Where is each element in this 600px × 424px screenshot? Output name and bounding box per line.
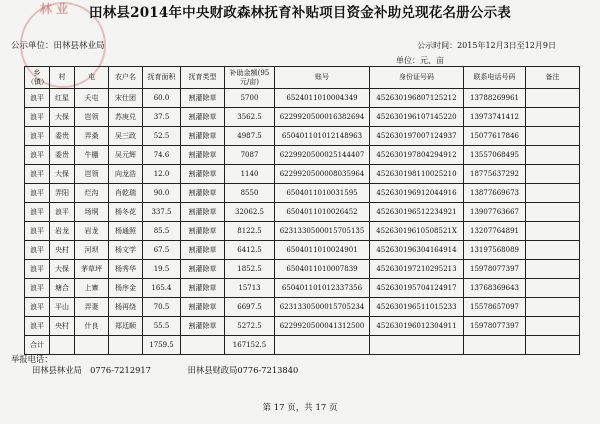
table-row — [25, 146, 580, 165]
cell-amount: 8122.5 — [225, 222, 275, 241]
page-title: 田林县2014年中央财政森林抚育补贴项目资金补助兑现花名册公示表 — [89, 5, 511, 21]
cell-farmer: 杨文学 — [109, 241, 143, 260]
cell-town: 浪平 — [25, 298, 50, 317]
cell-account: 650401101012337356 — [275, 279, 370, 298]
cell-id-number: 452630196807125212 — [370, 89, 464, 108]
cell-farmer: 苏庚兑 — [109, 108, 143, 127]
table-row — [25, 298, 580, 317]
cell-hamlet: 岜领 — [75, 165, 109, 184]
cell-id-number: 452630197210295213 — [370, 260, 464, 279]
cell-area: 90.0 — [143, 184, 181, 203]
cell-village: 大保 — [50, 165, 75, 184]
table-row — [25, 184, 580, 203]
cell-id-number: 452630196107145220 — [370, 108, 464, 127]
cell-remark — [526, 317, 580, 336]
table-row — [25, 203, 580, 222]
cell-amount: 5700 — [225, 89, 275, 108]
cell-farmer: 郑廷顺 — [109, 317, 143, 336]
table-row — [25, 222, 580, 241]
col-header-id: 身份证号码 — [370, 67, 464, 89]
cell-id-number: 452630196511015233 — [370, 298, 464, 317]
cell-village: 塘合 — [50, 279, 75, 298]
cell-id-number: 45263019610508521X — [370, 222, 464, 241]
cell-amount: 1852.5 — [225, 260, 275, 279]
cell-type: 割灌除草 — [181, 89, 225, 108]
cell-phone: 13788269961 — [464, 89, 526, 108]
cell-type: 割灌除草 — [181, 260, 225, 279]
subsidy-table — [24, 66, 580, 355]
cell-remark — [526, 260, 580, 279]
cell-village: 委贵 — [50, 146, 75, 165]
cell-farmer: 向龙浩 — [109, 165, 143, 184]
col-header-area: 抚育面积 — [143, 67, 181, 89]
cell-remark — [526, 241, 580, 260]
cell-type: 割灌除草 — [181, 108, 225, 127]
cell-town: 浪平 — [25, 279, 50, 298]
table-row — [25, 317, 580, 336]
cell-farmer: 吴元辉 — [109, 146, 143, 165]
cell-town: 浪平 — [25, 203, 50, 222]
cell-amount: 32062.5 — [225, 203, 275, 222]
cell-hamlet: 上寨 — [75, 279, 109, 298]
cell-farmer: 杨通照 — [109, 222, 143, 241]
cell-id-number: 452630196912044916 — [370, 184, 464, 203]
cell-id-number: 452630197804294912 — [370, 146, 464, 165]
report-contacts — [32, 364, 332, 376]
cell-hamlet: 岩龙 — [75, 222, 109, 241]
cell-account: 6524011010004349 — [275, 89, 370, 108]
cell-hamlet: 牛棚 — [75, 146, 109, 165]
cell-id-number: 452630196304164914 — [370, 241, 464, 260]
cell-type: 割灌除草 — [181, 146, 225, 165]
cell-type: 割灌除草 — [181, 241, 225, 260]
cell-phone: 13207764891 — [464, 222, 526, 241]
cell-amount: 4987.5 — [225, 127, 275, 146]
cell-phone: 18775637292 — [464, 165, 526, 184]
col-header-hamlet: 屯 — [75, 67, 109, 89]
cell-town: 浪平 — [25, 165, 50, 184]
cell-amount: 15713 — [225, 279, 275, 298]
cell-village: 央村 — [50, 317, 75, 336]
cell-remark — [526, 165, 580, 184]
total-amount: 167152.5 — [225, 336, 275, 355]
cell-town: 浪平 — [25, 108, 50, 127]
table-row — [25, 108, 580, 127]
cell-amount: 8550 — [225, 184, 275, 203]
cell-hamlet: 什良 — [75, 317, 109, 336]
cell-area: 67.5 — [143, 241, 181, 260]
cell-account: 6229920500008035964 — [275, 165, 370, 184]
page-number: 第 17 页，共 17 页 — [262, 403, 338, 413]
cell-area: 60.0 — [143, 89, 181, 108]
cell-id-number: 452630196512234921 — [370, 203, 464, 222]
table-row — [25, 241, 580, 260]
table-row — [25, 127, 580, 146]
cell-hamlet: 岜领 — [75, 108, 109, 127]
cell-farmer: 宋仕团 — [109, 89, 143, 108]
col-header-account: 账号 — [275, 67, 370, 89]
cell-remark — [526, 203, 580, 222]
cell-area: 37.5 — [143, 108, 181, 127]
report-finance: 田林县财政局0776-7213840 — [187, 365, 299, 375]
cell-farmer: 杨再绕 — [109, 298, 143, 317]
cell-hamlet: 弄妻 — [75, 298, 109, 317]
col-header-type: 抚育类型 — [181, 67, 225, 89]
cell-type: 割灌除草 — [181, 279, 225, 298]
cell-account: 6504011010026452 — [275, 203, 370, 222]
cell-farmer: 肖乾瑞 — [109, 184, 143, 203]
cell-village: 大保 — [50, 108, 75, 127]
cell-account: 6504011010007839 — [275, 260, 370, 279]
cell-area: 165.4 — [143, 279, 181, 298]
cell-phone: 13768369643 — [464, 279, 526, 298]
cell-type: 割灌除草 — [181, 203, 225, 222]
cell-phone: 13557068495 — [464, 146, 526, 165]
cell-account: 6229920500016382694 — [275, 108, 370, 127]
cell-type: 割灌除草 — [181, 184, 225, 203]
cell-farmer: 杨冬花 — [109, 203, 143, 222]
cell-phone: 13907763667 — [464, 203, 526, 222]
cell-village: 红星 — [50, 89, 75, 108]
col-header-amount: 补助金额(95元/亩) — [225, 67, 275, 89]
cell-remark — [526, 146, 580, 165]
cell-type: 割灌除草 — [181, 165, 225, 184]
report-forestry: 田林县林业局 0776-7212917 — [32, 365, 151, 375]
cell-type: 割灌除草 — [181, 298, 225, 317]
col-header-village: 村 — [50, 67, 75, 89]
cell-town: 浪平 — [25, 222, 50, 241]
total-label: 合计 — [25, 336, 50, 355]
cell-remark — [526, 298, 580, 317]
col-header-farmer: 农户名 — [109, 67, 143, 89]
cell-town: 浪平 — [25, 127, 50, 146]
cell-account: 6231330500015705234 — [275, 298, 370, 317]
cell-account: 6504011010024901 — [275, 241, 370, 260]
cell-phone: 15578657097 — [464, 298, 526, 317]
report-phone-label: 举报电话： — [11, 354, 53, 364]
cell-farmer: 吴三政 — [109, 127, 143, 146]
cell-phone: 13877669673 — [464, 184, 526, 203]
cell-type: 割灌除草 — [181, 127, 225, 146]
cell-area: 85.5 — [143, 222, 181, 241]
publish-period: 公示时间：2015年12月3日至12月9日 — [417, 41, 556, 50]
cell-amount: 3562.5 — [225, 108, 275, 127]
cell-hamlet: 弄桑 — [75, 127, 109, 146]
col-header-remark: 备注 — [526, 67, 580, 89]
cell-hamlet: 茅草坪 — [75, 260, 109, 279]
cell-type: 割灌除草 — [181, 317, 225, 336]
cell-town: 浪平 — [25, 146, 50, 165]
cell-area: 74.6 — [143, 146, 181, 165]
cell-account: 6231330500015705135 — [275, 222, 370, 241]
cell-amount: 6697.5 — [225, 298, 275, 317]
cell-area: 337.5 — [143, 203, 181, 222]
cell-village: 浪平 — [50, 203, 75, 222]
table-row — [25, 89, 580, 108]
cell-farmer: 杨序金 — [109, 279, 143, 298]
cell-remark — [526, 108, 580, 127]
cell-amount: 7087 — [225, 146, 275, 165]
publisher-label: 公示单位：田林县林业局 — [11, 41, 105, 51]
cell-area: 52.5 — [143, 127, 181, 146]
cell-id-number: 452630197007124937 — [370, 127, 464, 146]
cell-remark — [526, 222, 580, 241]
unit-label: 单位：元、亩 — [396, 56, 444, 65]
cell-village: 弄阳 — [50, 184, 75, 203]
cell-phone: 13973741412 — [464, 108, 526, 127]
cell-hamlet: 场垌 — [75, 203, 109, 222]
cell-hamlet: 夭屯 — [75, 89, 109, 108]
cell-account: 6504011010031595 — [275, 184, 370, 203]
table-row — [25, 260, 580, 279]
total-area: 1759.5 — [143, 336, 181, 355]
cell-amount: 1140 — [225, 165, 275, 184]
cell-remark — [526, 89, 580, 108]
cell-town: 浪平 — [25, 317, 50, 336]
stamp-text: 林 业 — [40, 2, 69, 16]
cell-hamlet: 烂沟 — [75, 184, 109, 203]
col-header-phone: 联系电话号码 — [464, 67, 526, 89]
cell-remark — [526, 279, 580, 298]
table-body — [25, 89, 580, 336]
cell-remark — [526, 184, 580, 203]
cell-town: 浪平 — [25, 89, 50, 108]
cell-account: 650401101012148963 — [275, 127, 370, 146]
cell-id-number: 452630195704124917 — [370, 279, 464, 298]
cell-id-number: 452630198110025210 — [370, 165, 464, 184]
cell-phone: 15978077397 — [464, 317, 526, 336]
total-row — [25, 336, 580, 355]
cell-village: 央村 — [50, 241, 75, 260]
cell-area: 12.0 — [143, 165, 181, 184]
table-row — [25, 279, 580, 298]
cell-farmer: 杨秀华 — [109, 260, 143, 279]
cell-village: 平山 — [50, 298, 75, 317]
table-row — [25, 165, 580, 184]
cell-id-number: 452630196012304911 — [370, 317, 464, 336]
cell-area: 19.5 — [143, 260, 181, 279]
cell-village: 岩龙 — [50, 222, 75, 241]
cell-remark — [526, 127, 580, 146]
cell-phone: 15978077397 — [464, 260, 526, 279]
cell-town: 浪平 — [25, 184, 50, 203]
cell-village: 大保 — [50, 260, 75, 279]
cell-phone: 15077617846 — [464, 127, 526, 146]
cell-amount: 6412.5 — [225, 241, 275, 260]
cell-hamlet: 河坝 — [75, 241, 109, 260]
cell-type: 割灌除草 — [181, 222, 225, 241]
cell-amount: 5272.5 — [225, 317, 275, 336]
col-header-town: 乡（镇） — [25, 67, 50, 89]
cell-phone: 13197568089 — [464, 241, 526, 260]
cell-account: 6229920500025144407 — [275, 146, 370, 165]
cell-town: 浪平 — [25, 241, 50, 260]
cell-village: 委贵 — [50, 127, 75, 146]
cell-area: 70.5 — [143, 298, 181, 317]
cell-town: 浪平 — [25, 260, 50, 279]
cell-area: 55.5 — [143, 317, 181, 336]
table-header-row — [25, 67, 580, 89]
cell-account: 6229920500041312500 — [275, 317, 370, 336]
